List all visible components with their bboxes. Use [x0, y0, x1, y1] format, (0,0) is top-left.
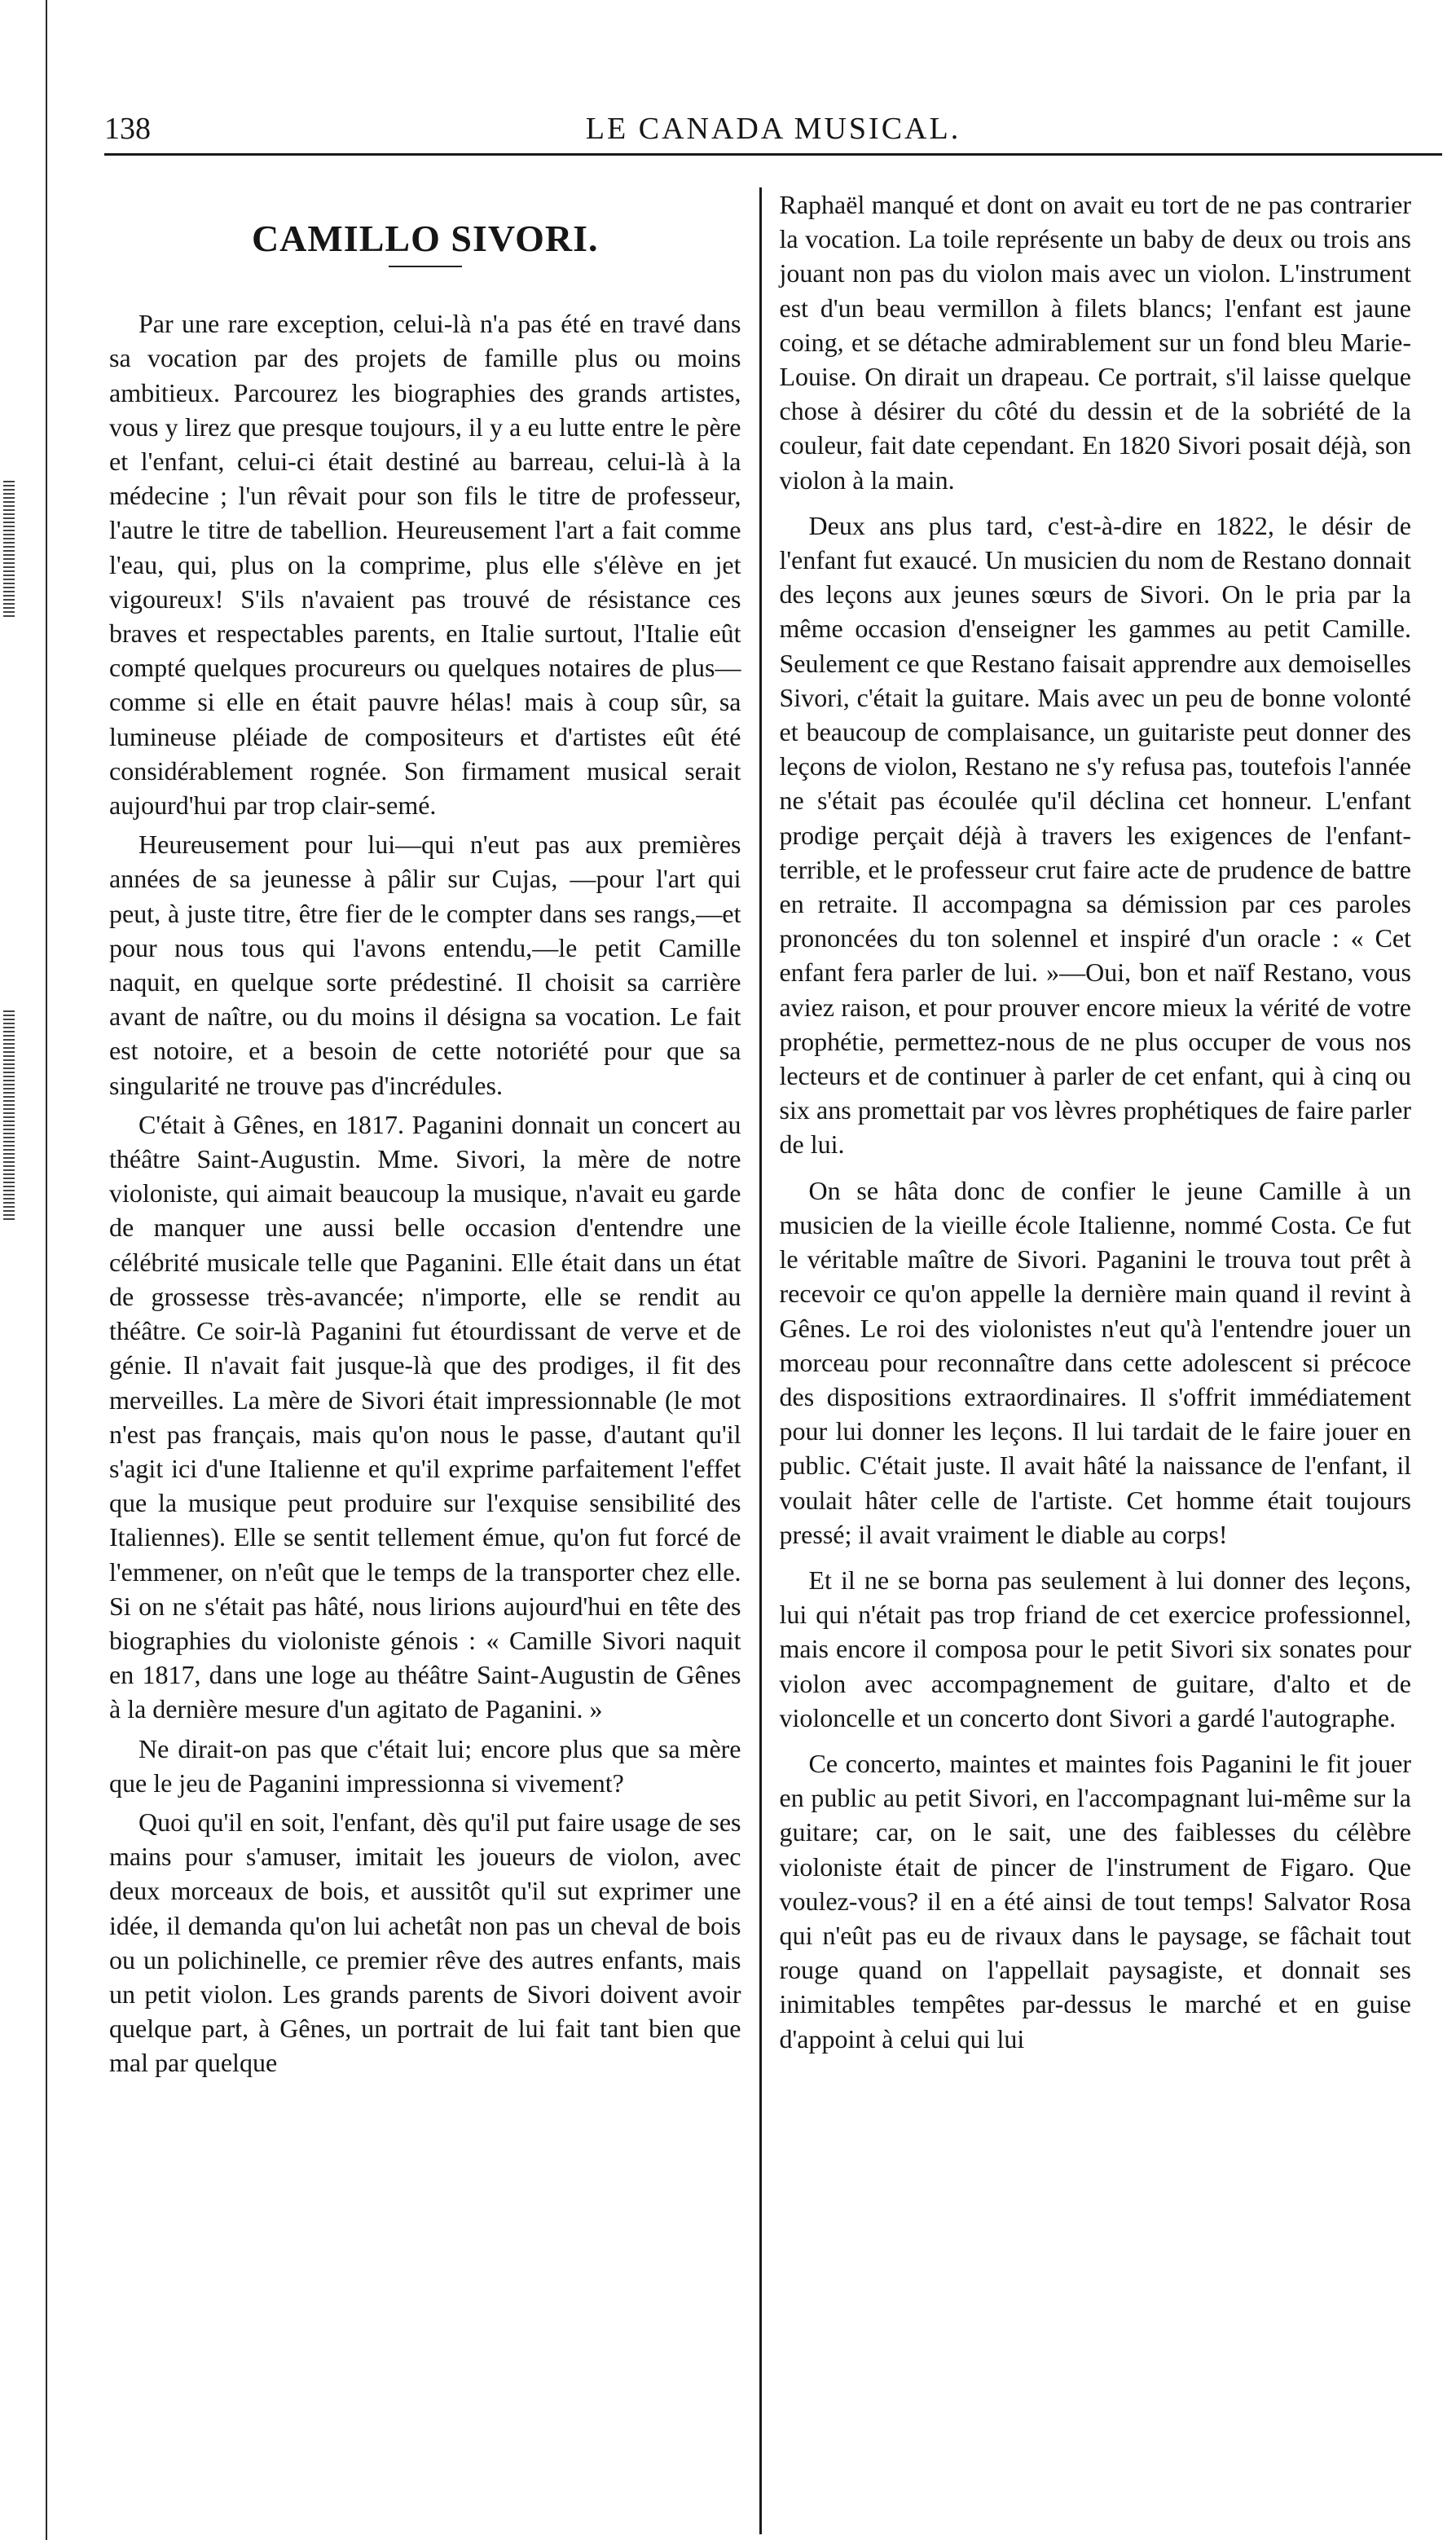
page-header: [104, 104, 1442, 156]
newspaper-page: [65, 0, 1442, 2540]
paragraph: C'était à Gênes, en 1817. Paganini donnait un concert au théâtre Saint-Augustin. Mme. Sivori, la mère de notre violoniste, qui aimait beaucoup la musique, n'avait eu garde de manquer une aussi belle occasion d'entendre une célébrité musicale telle que Paganini. Elle était dans un état de grossesse très-avancée; n'importe, elle se rendit au théâtre. Ce soir-là Paganini fut étourdissant de verve et de génie. Il n'avait fait jusque-là que des prodiges, il fit des merveilles. La mère de Sivori était impressionnable (le mot n'est pas français, mais qu'on nous le passe, d'autant qu'il s'agit ici d'une Italienne et qu'il exprime parfaitement l'effet que la musique peut produire sur l'exquise sensibilité des Italiennes). Elle se sentit tellement émue, qu'on fut forcé de l'emmener, on n'eût que le temps de la transporter chez elle. Si on ne s'était pas hâté, nous lirions aujourd'hui en tête des biographies du violoniste génois : « Camille Sivori naquit en 1817, dans une loge au théâtre Saint-Augustin de Gênes à la dernière mesure d'un agitato de Paganini. »: [109, 1109, 741, 1724]
binding-mark: [3, 1125, 15, 1222]
page-number: 138: [104, 112, 151, 146]
article-title: CAMILLO SIVORI.: [251, 218, 599, 259]
binding-margin-rule: [0, 0, 47, 2540]
paragraph: Ne dirait-on pas que c'était lui; encore plus que sa mère que le jeu de Paganini impressionna si vivement?: [109, 1733, 741, 1798]
running-title: LE CANADA MUSICAL.: [585, 112, 961, 146]
paragraph: Heureusement pour lui—qui n'eut pas aux premières années de sa jeunesse à pâlir sur Cujas, —pour l'art qui peut, à juste titre, être fier de le compter dans ses rangs,—et pour nous tous qui l'avons entendu,—le petit Camille naquit, en quelque sorte prédestiné. Il choisit sa carrière avant de naître, ou du moins il désigna sa vocation. Le fait est notoire, et a besoin de cette notoriété pour que sa singularité ne trouve pas d'incrédules.: [109, 830, 741, 1100]
paragraph: Et il ne se borna pas seulement à lui donner des leçons, lui qui n'était pas trop friand de cet exercice professionnel, mais encore il composa pour le petit Sivori six sonates pour violon avec accompagnement de guitare, d'alto et de violoncelle et un concerto dont Sivori a gardé l'autographe.: [779, 1565, 1411, 1732]
right-column: [762, 187, 1430, 2534]
title-divider: [389, 266, 462, 267]
paragraph: Ce concerto, maintes et maintes fois Paganini le fit jouer en public au petit Sivori, en l'accompagnant lui-même sur la guitare; car, on le sait, une des faiblesses du célèbre violoniste était de pincer de l'instrument de Figaro. Que voulez-vous? il en a été ainsi de tout temps! Salvator Rosa qui n'eût pas eu de rivaux dans le paysage, se fâchait tout rouge quand on l'appellait paysagiste, et donnait ses inimitables tempêtes par-dessus le marché et en guise d'appoint à celui qui lui: [779, 1748, 1411, 2054]
paragraph: On se hâta donc de confier le jeune Camille à un musicien de la vieille école Italienne, nommé Costa. Ce fut le véritable maître de Sivori. Paganini le trouva tout prêt à recevoir ce qu'on appelle la dernière main quand il revint à Gênes. Le roi des violonistes n'eut qu'à l'entendre jouer un morceau pour reconnaître dans cette adolescent si précoce des dispositions extraordinaires. Il s'offrit immédiatement pour lui donner les leçons. Il lui tardait de le faire jouer en public. C'était juste. Il avait hâté la naissance de l'enfant, il voulait hâter celle de l'artiste. Cet homme était toujours pressé; il avait vraiment le diable au corps!: [779, 1175, 1411, 1549]
paragraph: Deux ans plus tard, c'est-à-dire en 1822, le désir de l'enfant fut exaucé. Un musicien du nom de Restano donnait des leçons aux jeunes sœurs de Sivori. On le pria par la même occasion d'enseigner les gammes au petit Camille. Seulement ce que Restano faisait apprendre aux demoiselles Sivori, c'était la guitare. Mais avec un peu de bonne volonté et beaucoup de complaisance, un guitariste peut donner des leçons de violon, Restano ne s'y refusa pas, toutefois l'année ne s'était pas écoulée qu'il déclina cet honneur. L'enfant prodige perçait déjà à travers les exigences de l'enfant-terrible, et le professeur crut faire acte de prudence de battre en retraite. Il accompagna sa démission par ces paroles prononcées du ton solennel et inspiré d'un oracle : « Cet enfant fera parler de lui. »—Oui, bon et naïf Restano, vous aviez raison, et pour prouver encore mieux la vérité de votre prophétie, permettez-nous de ne plus occuper de vous nos lecteurs et de continuer à parler de cet enfant, qui à cinq ou six ans promettait par vos lèvres prophétiques de faire parler de lui.: [779, 510, 1411, 1160]
binding-mark: [3, 481, 15, 619]
article-columns: [104, 187, 1429, 2534]
paragraph: Par une rare exception, celui-là n'a pas été en travé dans sa vocation par des projets de famille plus ou moins ambitieux. Parcourez les biographies des grands artistes, vous y lirez que presque toujours, il y a eu lutte entre le père et l'enfant, celui-ci était destiné au barreau, celui-là à la médecine ; l'un rêvait pour son fils le titre de professeur, l'autre le titre de tabellion. Heureusement l'art a fait comme l'eau, qui, plus on la comprime, plus elle s'élève en jet vigoureux! S'ils n'avaient pas trouvé de résistance ces braves et respectables parents, en Italie surtout, l'Italie eût compté quelques procureurs ou quelques notaires de plus—comme si elle en était pauvre hélas! mais à coup sûr, sa lumineuse pléiade de compositeurs et d'artistes eût été considérablement rognée. Son firmament musical serait aujourd'hui par trop clair-semé.: [109, 309, 741, 821]
left-column: [104, 187, 762, 2534]
paragraph: Quoi qu'il en soit, l'enfant, dès qu'il put faire usage de ses mains pour s'amuser, imitait les joueurs de violon, avec deux morceaux de bois, et aussitôt qu'il sut exprimer une idée, il demanda qu'on lui achetât non pas un cheval de bois ou un polichinelle, ce premier rêve des autres enfants, mais un petit violon. Les grands parents de Sivori doivent avoir quelque part, à Gênes, un portrait de lui fait tant bien que mal par quelque: [109, 1807, 741, 2078]
paragraph: Raphaël manqué et dont on avait eu tort de ne pas contrarier la vocation. La toile représente un baby de deux ou trois ans jouant non pas du violon mais avec un violon. L'instrument est d'un beau vermillon à filets blancs; l'enfant est jaune coing, et se détache admirablement sur un fond bleu Marie-Louise. On dirait un drapeau. Ce portrait, s'il laisse quelque chose à désirer du côté du dessin et de la sobriété de la couleur, fait date cependant. En 1820 Sivori posait déjà, son violon à la main.: [779, 190, 1411, 495]
